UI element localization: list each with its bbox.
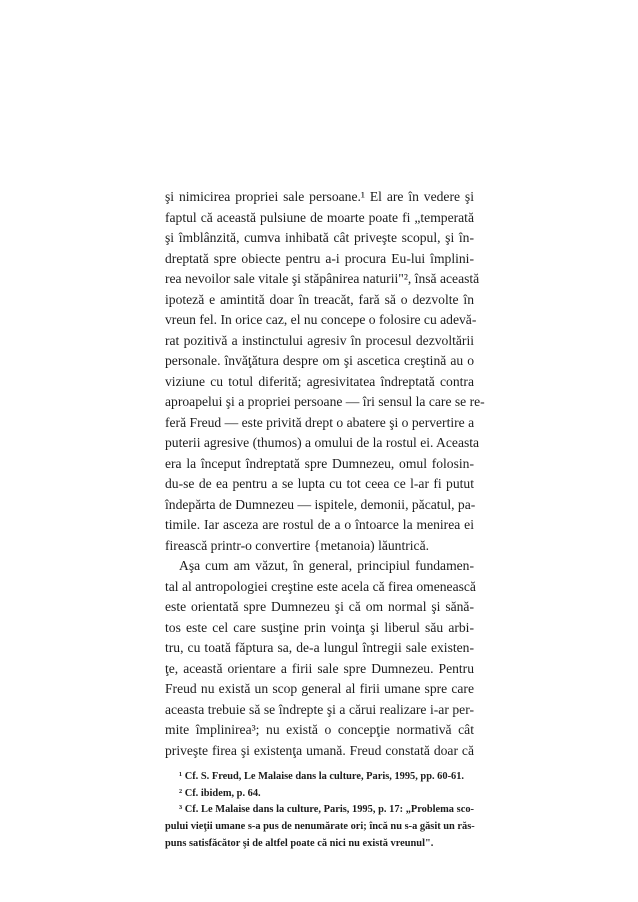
text-line: tru, cu toată făptura sa, de-a lungul întregii sale existen- — [165, 640, 474, 655]
text-line: puterii agresive (thumos) a omului de la rostul ei. Aceasta — [165, 435, 480, 450]
text-line: feră Freud — este privită drept o abatere şi o pervertire a — [165, 414, 475, 430]
text-line: este orientată spre Dumnezeu şi că om normal şi sănă- — [165, 599, 474, 614]
text-line: timile. Iar asceza are rostul de a o întoarce la menirea ei — [165, 517, 474, 532]
text-line: ipoteză e amintită doar în treacăt, fară să o dezvolte în — [165, 291, 474, 307]
text-line: era la început îndreptată spre Dumnezeu, omul folosin- — [165, 455, 474, 471]
footnote-3-end: puns satisfăcător şi de altfel poate că nici nu există vreunul". — [165, 837, 434, 849]
text-line: Aşa cum am văzut, în general, principiul fundamen- — [179, 558, 474, 573]
text-line: personale. învăţătura despre om şi ascetica creştină au o — [165, 353, 474, 368]
footnotes — [165, 769, 474, 852]
text-line: tos este cel care susţine prin voinţa şi liberul său arbi- — [165, 619, 474, 635]
text-line: vreun fel. In orice caz, el nu concepe o folosire cu adevă- — [165, 312, 477, 327]
text-line: dreptată spre obiecte pentru a-i procura Eu-lui împlini- — [165, 250, 474, 266]
footnote-1: ¹ Cf. S. Freud, Le Malaise dans la culture, Paris, 1995, pp. 60-61. — [179, 771, 465, 782]
text-line: du-se de ea pentru a se lupta cu tot ceea ce l-ar fi putut — [165, 476, 474, 491]
text-line: priveşte firea şi existenţa umană. Freud constată doar că — [165, 742, 474, 758]
text-line: rea nevoilor sale vitale şi stăpânirea naturii"², însă această — [165, 271, 480, 286]
text-line: şi nimicirea propriei sale persoane.¹ El are în vedere şi — [165, 189, 474, 204]
text-line: rat pozitivă a instinctului agresiv în procesul dezvoltării — [165, 332, 474, 348]
text-line: aproapelui şi a propriei persoane — îri sensul la care se re- — [165, 394, 485, 409]
text-line: mite împlinirea³; nu există o concepţie normativă cât — [165, 722, 474, 737]
body-text — [165, 187, 485, 761]
text-line: îndepărta de Dumnezeu — ispitele, demonii, păcatul, pa- — [165, 496, 476, 512]
footnote-3-continued: pului vieţii umane s-a pus de nenumărate ori; încă nu s-a găsit un răs- — [165, 821, 475, 833]
text-line: ţe, această orientare a firii sale spre Dumnezeu. Pentru — [165, 660, 474, 676]
text-line: Freud nu există un scop general al firii umane spre care — [165, 681, 474, 696]
text-line: viziune cu totul diferită; agresivitatea îndreptată contra — [165, 373, 474, 389]
footnote-3: ³ Cf. Le Malaise dans la culture, Paris, 1995, p. 17: „Problema sco- — [179, 804, 474, 816]
footnote-2: ² Cf. ibidem, p. 64. — [179, 787, 261, 799]
text-line: firească printr-o convertire {metanoia) lăuntrică. — [165, 537, 430, 553]
text-line: şi îmblânzită, cumva inhibată cât priveşte scopul, şi în- — [165, 230, 474, 245]
text-line: faptul că această pulsiune de moarte poate fi „temperată — [165, 209, 474, 225]
text-line: tal al antropologiei creştine este acela că firea omenească — [165, 578, 476, 594]
text-line: aceasta trebuie să se îndrepte şi a cărui realizare i-ar per- — [165, 701, 474, 717]
